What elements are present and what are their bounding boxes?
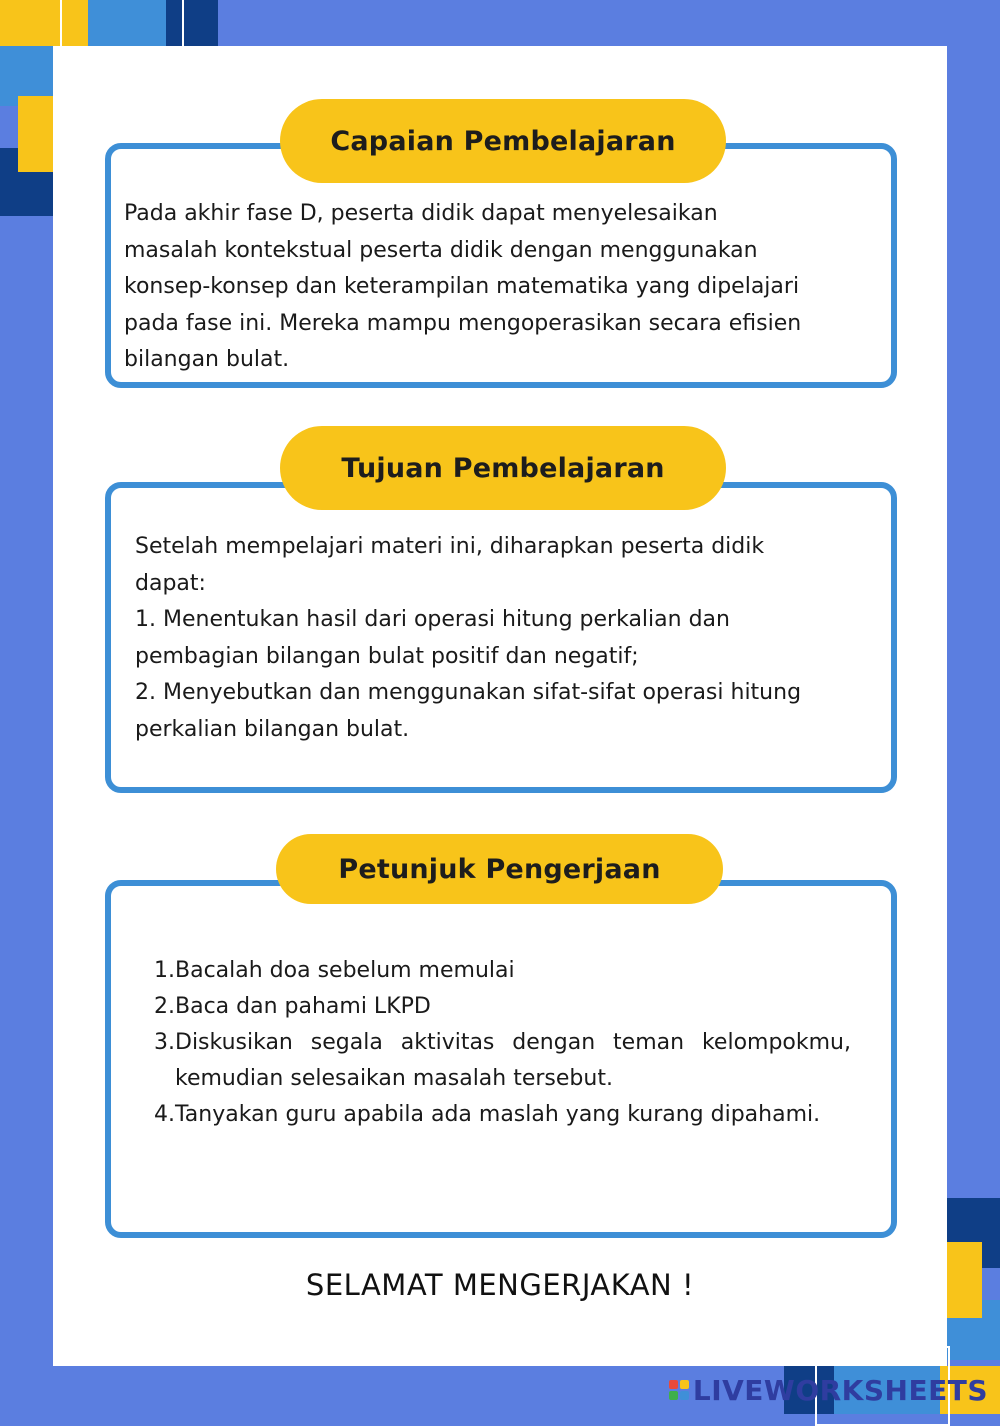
list-item [147,1097,851,1133]
step-number: 1. [154,958,175,983]
liveworksheets-logo-icon [669,1380,689,1400]
text-line: pada fase ini. Mereka mampu mengoperasikan secara efisien [124,310,802,336]
text-line: pembagian bilangan bulat positif dan negatif; [135,643,639,669]
step-text: Tanyakan guru apabila ada maslah yang kurang dipahami. [175,1102,821,1127]
text-line: 2. Menyebutkan dan menggunakan sifat-sifat operasi hitung [135,680,802,705]
step-text: Bacalah doa sebelum memulai [175,958,515,983]
text-line: konsep-konsep dan keterampilan matematika yang dipelajari [124,274,800,299]
petunjuk-steps [147,953,851,1133]
step-text: Diskusikan segala aktivitas dengan teman kelompokmu, kemudian selesaikan masalah tersebut. [175,1030,851,1091]
text-line: Setelah mempelajari materi ini, diharapkan peserta didik [135,534,765,559]
petunjuk-title: Petunjuk Pengerjaan [276,834,723,904]
step-text: Baca dan pahami LKPD [175,994,431,1019]
capaian-text [124,196,876,379]
text-line: masalah kontekstual peserta didik dengan menggunakan [124,237,758,263]
list-item [147,1025,851,1097]
text-line: Pada akhir fase D, peserta didik dapat menyelesaikan [124,201,718,226]
step-number: 2. [154,994,175,1019]
step-number: 4. [154,1102,175,1127]
liveworksheets-watermark [669,1372,988,1408]
text-line: bilangan bulat. [124,347,290,372]
text-line: dapat: [135,570,206,596]
closing-message: SELAMAT MENGERJAKAN ! [305,1268,695,1302]
tujuan-text [135,529,886,748]
watermark-text: LIVEWORKSHEETS [692,1373,988,1407]
capaian-title: Capaian Pembelajaran [280,99,726,183]
list-item [147,989,851,1025]
tujuan-title: Tujuan Pembelajaran [280,426,726,510]
step-number: 3. [154,1030,175,1055]
text-line: 1. Menentukan hasil dari operasi hitung perkalian dan [135,607,730,632]
text-line: perkalian bilangan bulat. [135,716,410,742]
list-item [147,953,851,989]
